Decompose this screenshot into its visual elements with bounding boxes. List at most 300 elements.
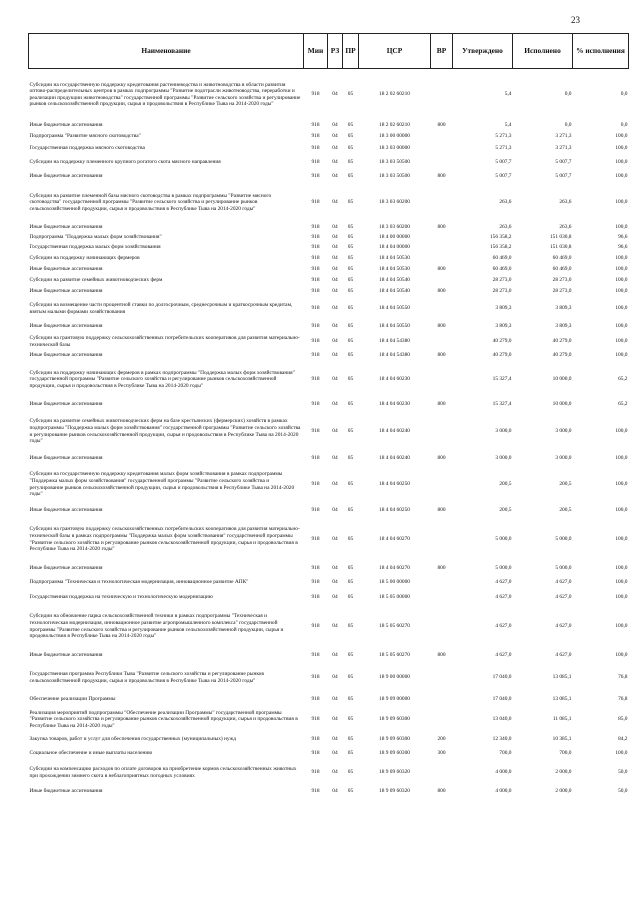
cell-min: 918	[311, 145, 320, 152]
cell-pr: 05	[347, 750, 354, 757]
cell-percent: 50,0	[618, 769, 628, 776]
cell-vr: 800	[437, 173, 446, 180]
cell-approved: 263,6	[499, 224, 512, 231]
table-header-row	[29, 34, 629, 69]
table-row	[29, 233, 629, 243]
table-row	[29, 761, 629, 785]
cell-csr: 18 4 04 60270	[379, 536, 410, 543]
cell-min: 918	[311, 122, 320, 129]
cell-approved: 17 040,0	[492, 674, 512, 681]
cell-pr: 05	[347, 122, 354, 129]
cell-min: 918	[311, 159, 320, 166]
cell-rz: 04	[332, 145, 338, 152]
cell-pr: 05	[347, 428, 354, 435]
cell-percent: 100,0	[615, 565, 628, 572]
cell-rz: 04	[332, 428, 338, 435]
cell-executed: 28 273,0	[552, 288, 572, 295]
cell-name: Подпрограмма "Поддержка малых форм хозяйствования"	[29, 234, 162, 241]
cell-name: Иные бюджетные ассигнования	[29, 401, 103, 408]
cell-rz: 04	[332, 266, 338, 273]
cell-name: Субсидии на грантовую поддержку сельскохозяйственных потребительских кооперативов для развития материально-технической базы в рамках подпрограммы "Поддержка малых форм хозяйствования" государственной программы "Развитие сельского хозяйства и регулирование рынков сельскохозяйственной продукции, сырья и продовольствия в Республике Тыва на 2014-2020 годы"	[29, 526, 300, 553]
cell-approved: 15 327,4	[492, 376, 512, 383]
cell-pr: 05	[347, 674, 354, 681]
cell-rz: 04	[332, 652, 338, 659]
cell-csr: 18 4 04 60250	[379, 481, 410, 488]
cell-name: Государственная программа Республики Тыва "Развитие сельского хозяйства и регулирование рынков сельскохозяйственной продукции, сырья и продовольствия в Республике Тыва на 2014-2020 годы"	[29, 670, 264, 684]
cell-pr: 05	[347, 305, 354, 312]
budget-table	[28, 33, 629, 799]
cell-min: 918	[311, 736, 320, 743]
page-number: 23	[571, 15, 580, 25]
header-vr: ВР	[431, 34, 453, 69]
cell-csr: 18 9 00 00000	[379, 674, 410, 681]
cell-vr	[431, 253, 453, 265]
table-row	[29, 275, 629, 287]
header-pr: ПР	[343, 34, 359, 69]
cell-executed: 11 085,1	[552, 716, 572, 723]
cell-vr	[431, 333, 453, 351]
cell-pr: 05	[347, 91, 354, 98]
cell-vr: 300	[437, 750, 446, 757]
cell-name: Государственная поддержка мясного скотоводства	[29, 145, 145, 152]
cell-approved: 263,6	[499, 199, 512, 206]
cell-executed: 200,5	[559, 481, 572, 488]
cell-min: 918	[311, 173, 320, 180]
cell-pr: 05	[347, 716, 354, 723]
table-row	[29, 143, 629, 155]
cell-executed: 700,0	[559, 750, 572, 757]
table-row	[29, 707, 629, 733]
table-row	[29, 297, 629, 321]
cell-vr: 800	[437, 565, 446, 572]
cell-percent: 100,0	[615, 145, 628, 152]
cell-vr	[431, 143, 453, 155]
cell-approved: 4 000,0	[495, 788, 512, 795]
cell-name: Субсидии на развитие племенной базы мясного скотоводства в рамках подпрограммы "Развитие мясного скотоводства" государственной программы "Развитие сельского хозяйства и регулирование рынков сельскохозяйственной продукции, сырья и продовольствия в Республике Тыва на 2014-2020 годы"	[29, 192, 272, 212]
cell-csr: 18 4 04 60270	[379, 565, 410, 572]
cell-executed: 3 809,3	[555, 305, 572, 312]
cell-min: 918	[311, 455, 320, 462]
cell-vr	[431, 69, 453, 121]
cell-min: 918	[311, 91, 320, 98]
cell-percent: 100,0	[615, 750, 628, 757]
cell-approved: 5 007,7	[495, 173, 512, 180]
cell-rz: 04	[332, 159, 338, 166]
cell-approved: 700,0	[499, 750, 512, 757]
cell-min: 918	[311, 750, 320, 757]
cell-executed: 28 273,0	[552, 277, 572, 284]
table-row	[29, 253, 629, 265]
cell-csr: 18 4 04 50530	[379, 255, 410, 262]
cell-pr: 05	[347, 696, 354, 703]
cell-executed: 10 000,0	[552, 376, 572, 383]
cell-min: 918	[311, 428, 320, 435]
cell-min: 918	[311, 788, 320, 795]
cell-vr: 800	[437, 352, 446, 359]
cell-csr: 18 4 04 60240	[379, 428, 410, 435]
cell-csr: 18 4 04 54380	[379, 352, 410, 359]
cell-name: Иные бюджетные ассигнования	[29, 788, 103, 795]
cell-name: Реализация мероприятий подпрограммы "Обеспечение реализации Программы" государственной программы "Развитие сельского хозяйства и регулирование рынков сельскохозяйственной продукции, сырья и продовольствия в Республике Тыва на 2014-2020 годы"	[29, 709, 298, 729]
cell-csr: 18 3 03 60200	[379, 224, 410, 231]
cell-name: Иные бюджетные ассигнования	[29, 266, 103, 273]
cell-vr: 800	[437, 288, 446, 295]
header-min: Мин	[304, 34, 328, 69]
cell-vr: 800	[437, 401, 446, 408]
header-rz: РЗ	[328, 34, 343, 69]
table-body	[29, 69, 629, 799]
cell-min: 918	[311, 579, 320, 586]
cell-approved: 5 007,7	[495, 159, 512, 166]
cell-percent: 65,2	[618, 376, 628, 383]
cell-vr: 800	[437, 652, 446, 659]
cell-executed: 263,6	[559, 224, 572, 231]
cell-vr	[431, 131, 453, 143]
cell-csr: 18 3 03 50500	[379, 159, 410, 166]
table-row	[29, 517, 629, 563]
table-row	[29, 321, 629, 333]
cell-csr: 18 4 04 50530	[379, 266, 410, 273]
cell-executed: 2 000,0	[555, 769, 572, 776]
header-executed: Исполнено	[513, 34, 573, 69]
cell-percent: 100,0	[615, 173, 628, 180]
cell-percent: 100,0	[615, 352, 628, 359]
cell-approved: 4 627,0	[495, 579, 512, 586]
cell-csr: 18 3 03 00000	[379, 145, 410, 152]
cell-min: 918	[311, 224, 320, 231]
cell-percent: 100,0	[615, 507, 628, 514]
cell-pr: 05	[347, 623, 354, 630]
cell-csr: 18 4 04 50550	[379, 305, 410, 312]
cell-approved: 17 040,0	[492, 696, 512, 703]
cell-name: Иные бюджетные ассигнования	[29, 224, 103, 231]
cell-csr: 18 4 04 60230	[379, 376, 410, 383]
cell-min: 918	[311, 623, 320, 630]
cell-name: Иные бюджетные ассигнования	[29, 323, 103, 330]
cell-min: 918	[311, 338, 320, 345]
cell-min: 918	[311, 769, 320, 776]
cell-executed: 60 469,0	[552, 266, 572, 273]
cell-rz: 04	[332, 199, 338, 206]
cell-min: 918	[311, 376, 320, 383]
cell-csr: 18 3 03 60200	[379, 199, 410, 206]
cell-executed: 10 385,1	[552, 736, 572, 743]
cell-approved: 5 271,3	[495, 133, 512, 140]
cell-csr: 18 3 03 50500	[379, 173, 410, 180]
table-row	[29, 155, 629, 171]
cell-vr	[431, 297, 453, 321]
cell-min: 918	[311, 594, 320, 601]
cell-approved: 5 000,0	[495, 565, 512, 572]
table-row	[29, 747, 629, 761]
cell-executed: 13 085,1	[552, 696, 572, 703]
cell-executed: 3 000,0	[555, 455, 572, 462]
cell-name: Субсидии на поддержку племенного крупного рогатого скота мясного направления	[29, 159, 221, 166]
cell-name: Подпрограмма "Развитие мясного скотоводства"	[29, 133, 141, 140]
cell-csr: 18 9 09 60300	[379, 736, 410, 743]
cell-pr: 05	[347, 401, 354, 408]
cell-pr: 05	[347, 173, 354, 180]
cell-pr: 05	[347, 244, 354, 251]
cell-csr: 18 5 05 00000	[379, 594, 410, 601]
cell-percent: 76,8	[618, 674, 628, 681]
cell-executed: 3 271,3	[555, 145, 572, 152]
header-name: Наименование	[29, 34, 304, 69]
cell-pr: 05	[347, 133, 354, 140]
cell-vr	[431, 663, 453, 693]
cell-approved: 5,4	[504, 91, 512, 98]
cell-vr	[431, 155, 453, 171]
cell-approved: 5 271,3	[495, 145, 512, 152]
table-row	[29, 505, 629, 517]
cell-name: Иные бюджетные ассигнования	[29, 173, 103, 180]
cell-approved: 12 340,0	[492, 736, 512, 743]
table-row	[29, 183, 629, 223]
cell-rz: 04	[332, 750, 338, 757]
cell-pr: 05	[347, 234, 354, 241]
cell-executed: 263,6	[559, 199, 572, 206]
cell-percent: 100,0	[615, 277, 628, 284]
cell-vr: 800	[437, 122, 446, 129]
cell-rz: 04	[332, 401, 338, 408]
cell-rz: 04	[332, 481, 338, 488]
cell-rz: 04	[332, 338, 338, 345]
cell-name: Субсидии на государственную поддержку кредитования малых форм хозяйствования в рамках подпрограммы "Поддержка малых форм хозяйствования" государственной программы "Развитие сельского хозяйства и регулирование рынков сельскохозяйственной продукции, сырья и продовольствия в Республике Тыва на 2014-2020 годы"	[29, 471, 295, 498]
table-row	[29, 223, 629, 233]
cell-approved: 5,4	[504, 122, 512, 129]
cell-executed: 5 000,0	[555, 536, 572, 543]
cell-pr: 05	[347, 288, 354, 295]
cell-name: Иные бюджетные ассигнования	[29, 455, 103, 462]
cell-percent: 96,6	[618, 244, 628, 251]
cell-approved: 15 327,4	[492, 401, 512, 408]
cell-csr: 18 4 04 00000	[379, 244, 410, 251]
cell-name: Обеспечение реализации Программы	[29, 696, 116, 703]
cell-csr: 18 5 00 00000	[379, 579, 410, 586]
cell-vr: 200	[437, 736, 446, 743]
cell-min: 918	[311, 244, 320, 251]
cell-min: 918	[311, 652, 320, 659]
table-row	[29, 575, 629, 591]
cell-pr: 05	[347, 652, 354, 659]
table-row	[29, 131, 629, 143]
cell-min: 918	[311, 481, 320, 488]
cell-min: 918	[311, 234, 320, 241]
cell-rz: 04	[332, 277, 338, 284]
cell-pr: 05	[347, 159, 354, 166]
cell-executed: 60 469,0	[552, 255, 572, 262]
cell-min: 918	[311, 696, 320, 703]
cell-approved: 3 000,0	[495, 455, 512, 462]
cell-executed: 0,0	[564, 122, 572, 129]
cell-pr: 05	[347, 565, 354, 572]
cell-name: Государственная поддержка малых форм хозяйствования	[29, 244, 161, 251]
cell-pr: 05	[347, 788, 354, 795]
cell-pr: 05	[347, 145, 354, 152]
cell-rz: 04	[332, 594, 338, 601]
cell-pr: 05	[347, 536, 354, 543]
cell-vr	[431, 361, 453, 399]
cell-percent: 100,0	[615, 594, 628, 601]
cell-executed: 2 000,0	[555, 788, 572, 795]
cell-name: Субсидии на грантовую поддержку сельскохозяйственных потребительских кооперативов для развития материально-технической базы	[29, 334, 300, 348]
cell-name: Социальное обеспечение и иные выплаты населению	[29, 750, 153, 757]
table-row	[29, 563, 629, 575]
cell-csr: 18 9 09 60300	[379, 750, 410, 757]
cell-min: 918	[311, 536, 320, 543]
cell-name: Государственная поддержка на техническую и технологическую модернизацию	[29, 594, 213, 601]
cell-pr: 05	[347, 376, 354, 383]
table-row	[29, 265, 629, 275]
table-row	[29, 785, 629, 799]
cell-csr: 18 4 00 00000	[379, 234, 410, 241]
cell-percent: 100,0	[615, 266, 628, 273]
cell-name: Субсидии на государственную поддержку кредитования растениеводства и животноводства в области развития оптово-распределительных центров в рамках подпрограммы "Развитие подотрасли животноводства, переработки и реализации продукции животноводства" государственной программы "Развитие сельского хозяйства и регулирование рынков сельскохозяйственной продукции, сырья и продовольствия в Республике Тыва на 2014-2020 годы"	[29, 81, 301, 108]
cell-approved: 156 358,2	[489, 234, 512, 241]
cell-pr: 05	[347, 255, 354, 262]
cell-csr: 18 3 00 00000	[379, 133, 410, 140]
cell-approved: 40 279,0	[492, 352, 512, 359]
cell-percent: 100,0	[615, 338, 628, 345]
cell-rz: 04	[332, 565, 338, 572]
cell-approved: 3 000,0	[495, 428, 512, 435]
header-percent: % исполнения	[573, 34, 629, 69]
cell-approved: 13 040,0	[492, 716, 512, 723]
cell-csr: 18 4 04 60230	[379, 401, 410, 408]
cell-executed: 5 000,0	[555, 565, 572, 572]
cell-csr: 18 4 04 60240	[379, 455, 410, 462]
cell-vr: 800	[437, 266, 446, 273]
cell-executed: 4 627,0	[555, 579, 572, 586]
cell-rz: 04	[332, 788, 338, 795]
cell-csr: 18 2 02 60210	[379, 122, 410, 129]
cell-percent: 100,0	[615, 481, 628, 488]
cell-rz: 04	[332, 133, 338, 140]
cell-approved: 5 000,0	[495, 536, 512, 543]
cell-percent: 100,0	[615, 255, 628, 262]
cell-vr	[431, 575, 453, 591]
cell-pr: 05	[347, 224, 354, 231]
header-approved: Утверждено	[453, 34, 513, 69]
table-row	[29, 605, 629, 649]
cell-approved: 3 809,3	[495, 305, 512, 312]
cell-pr: 05	[347, 481, 354, 488]
table-row	[29, 591, 629, 605]
cell-executed: 0,0	[564, 91, 572, 98]
table-row	[29, 649, 629, 663]
cell-percent: 65,2	[618, 401, 628, 408]
cell-rz: 04	[332, 91, 338, 98]
cell-approved: 3 809,3	[495, 323, 512, 330]
cell-approved: 28 273,0	[492, 288, 512, 295]
cell-percent: 100,0	[615, 536, 628, 543]
cell-percent: 100,0	[615, 159, 628, 166]
cell-vr: 800	[437, 455, 446, 462]
cell-vr	[431, 183, 453, 223]
cell-rz: 04	[332, 579, 338, 586]
cell-vr: 800	[437, 224, 446, 231]
cell-min: 918	[311, 401, 320, 408]
table-row	[29, 69, 629, 121]
cell-pr: 05	[347, 455, 354, 462]
cell-csr: 18 4 04 54380	[379, 338, 410, 345]
cell-percent: 85,0	[618, 716, 628, 723]
table-row	[29, 171, 629, 183]
cell-rz: 04	[332, 173, 338, 180]
cell-min: 918	[311, 323, 320, 330]
cell-csr: 18 9 09 00000	[379, 696, 410, 703]
cell-vr	[431, 243, 453, 253]
cell-min: 918	[311, 305, 320, 312]
cell-rz: 04	[332, 674, 338, 681]
cell-percent: 100,0	[615, 288, 628, 295]
table-row	[29, 351, 629, 361]
table-row	[29, 333, 629, 351]
cell-approved: 156 358,2	[489, 244, 512, 251]
cell-rz: 04	[332, 536, 338, 543]
cell-approved: 28 273,0	[492, 277, 512, 284]
cell-approved: 4 627,0	[495, 623, 512, 630]
cell-approved: 4 627,0	[495, 652, 512, 659]
cell-percent: 84,2	[618, 736, 628, 743]
cell-rz: 04	[332, 244, 338, 251]
cell-pr: 05	[347, 199, 354, 206]
cell-csr: 18 4 04 50540	[379, 277, 410, 284]
cell-pr: 05	[347, 277, 354, 284]
cell-percent: 50,0	[618, 788, 628, 795]
cell-rz: 04	[332, 736, 338, 743]
cell-csr: 18 5 05 60270	[379, 623, 410, 630]
cell-executed: 3 271,3	[555, 133, 572, 140]
cell-name: Иные бюджетные ассигнования	[29, 507, 103, 514]
cell-min: 918	[311, 288, 320, 295]
table-row	[29, 663, 629, 693]
cell-percent: 100,0	[615, 652, 628, 659]
cell-name: Подпрограмма "Техническая и технологическая модернизация, инновационное развитие АПК"	[29, 579, 249, 586]
cell-percent: 100,0	[615, 305, 628, 312]
cell-rz: 04	[332, 224, 338, 231]
cell-rz: 04	[332, 255, 338, 262]
cell-pr: 05	[347, 736, 354, 743]
cell-min: 918	[311, 565, 320, 572]
cell-percent: 100,0	[615, 199, 628, 206]
cell-csr: 18 4 04 50550	[379, 323, 410, 330]
cell-pr: 05	[347, 507, 354, 514]
cell-pr: 05	[347, 594, 354, 601]
cell-executed: 5 007,7	[555, 159, 572, 166]
cell-vr	[431, 517, 453, 563]
cell-executed: 10 000,0	[552, 401, 572, 408]
cell-approved: 60 469,0	[492, 255, 512, 262]
cell-vr	[431, 693, 453, 707]
cell-name: Иные бюджетные ассигнования	[29, 122, 103, 129]
cell-name: Субсидии на компенсацию расходов по оплате договоров на приобретение кормов сельскохозяйственных животных при прохождении зимнего скота в неблагоприятных погодных условиях	[29, 765, 297, 779]
cell-min: 918	[311, 199, 320, 206]
cell-rz: 04	[332, 696, 338, 703]
cell-name: Иные бюджетные ассигнования	[29, 352, 103, 359]
cell-approved: 4 000,0	[495, 769, 512, 776]
table-row	[29, 453, 629, 465]
cell-vr	[431, 411, 453, 453]
cell-vr: 800	[437, 323, 446, 330]
cell-name: Иные бюджетные ассигнования	[29, 565, 103, 572]
cell-percent: 100,0	[615, 579, 628, 586]
cell-rz: 04	[332, 507, 338, 514]
cell-min: 918	[311, 266, 320, 273]
cell-vr: 800	[437, 788, 446, 795]
cell-percent: 100,0	[615, 428, 628, 435]
cell-executed: 13 085,1	[552, 674, 572, 681]
